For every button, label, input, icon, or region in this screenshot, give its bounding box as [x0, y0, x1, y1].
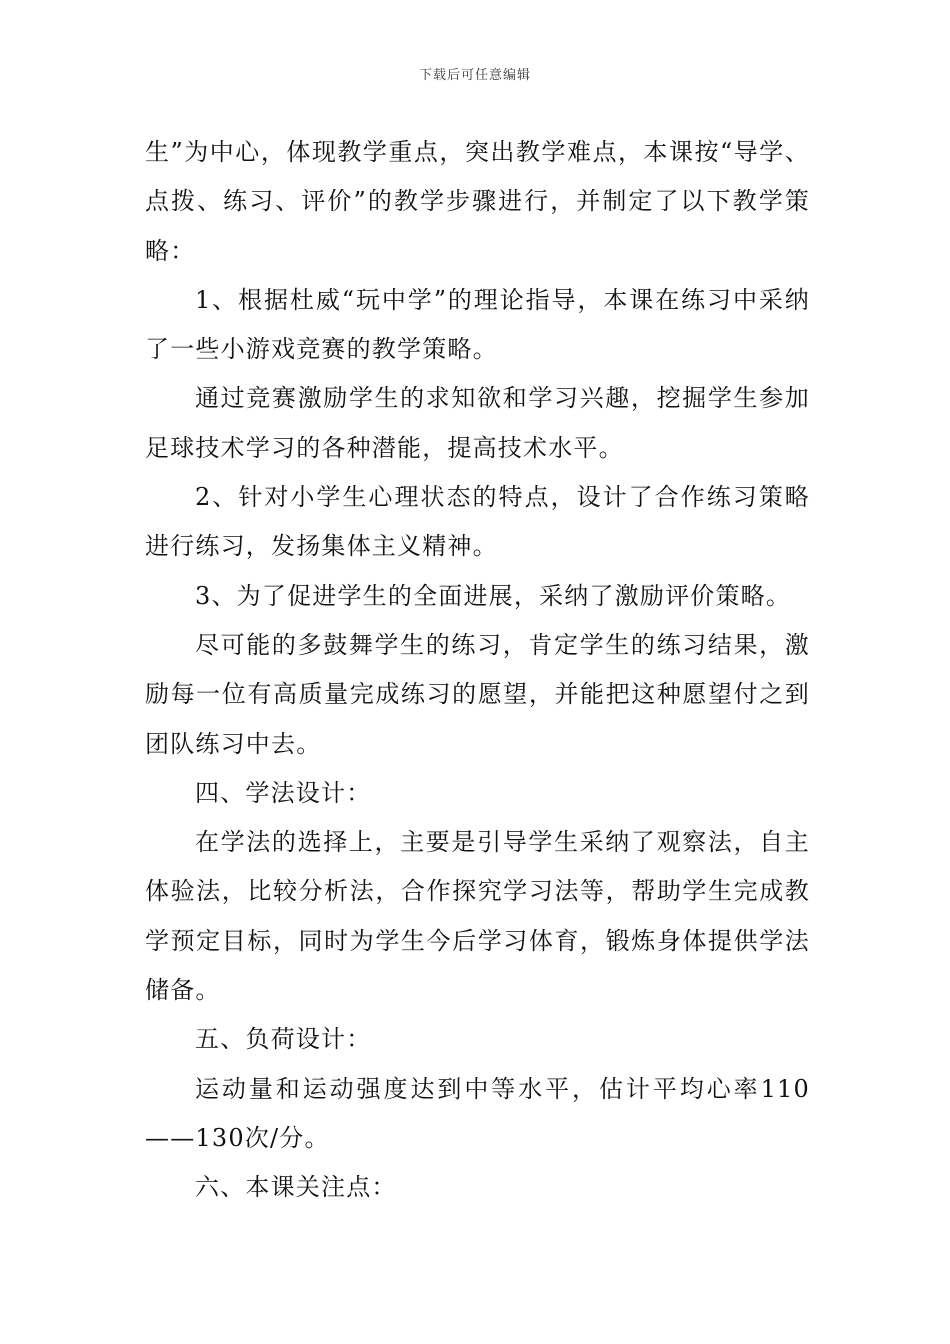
- section-heading-learning-method: 四、学法设计：: [195, 778, 372, 807]
- section-heading-focus-points: 六、本课关注点：: [195, 1173, 397, 1202]
- document-body: [145, 128, 810, 1213]
- paragraph-3: 通过竞赛激励学生的求知欲和学习兴趣，挖掘学生参加足球技术学习的各种潜能，提高技术水平。: [145, 384, 810, 462]
- paragraph-8: 运动量和运动强度达到中等水平，估计平均心率110——130次/分。: [145, 1074, 810, 1152]
- page-header: 下载后可任意编辑: [418, 68, 531, 83]
- paragraph-1: 生”为中心，体现教学重点，突出教学难点，本课按“导学、点拨、练习、评价”的教学步骤进行，并制定了以下教学策略：: [145, 138, 810, 265]
- paragraph-5: 3、为了促进学生的全面进展，采纳了激励评价策略。: [195, 581, 792, 610]
- section-heading-load-design: 五、负荷设计：: [195, 1025, 372, 1054]
- paragraph-6: 尽可能的多鼓舞学生的练习，肯定学生的练习结果，激励每一位有高质量完成练习的愿望，并能把这种愿望付之到团队练习中去。: [145, 630, 810, 758]
- paragraph-7: 在学法的选择上，主要是引导学生采纳了观察法，自主体验法，比较分析法，合作探究学习法等，帮助学生完成教学预定目标，同时为学生今后学习体育，锻炼身体提供学法储备。: [145, 828, 810, 1005]
- paragraph-2: 1、根据杜威“玩中学”的理论指导，本课在练习中采纳了一些小游戏竞赛的教学策略。: [145, 285, 810, 364]
- paragraph-4: 2、针对小学生心理状态的特点，设计了合作练习策略进行练习，发扬集体主义精神。: [145, 483, 810, 561]
